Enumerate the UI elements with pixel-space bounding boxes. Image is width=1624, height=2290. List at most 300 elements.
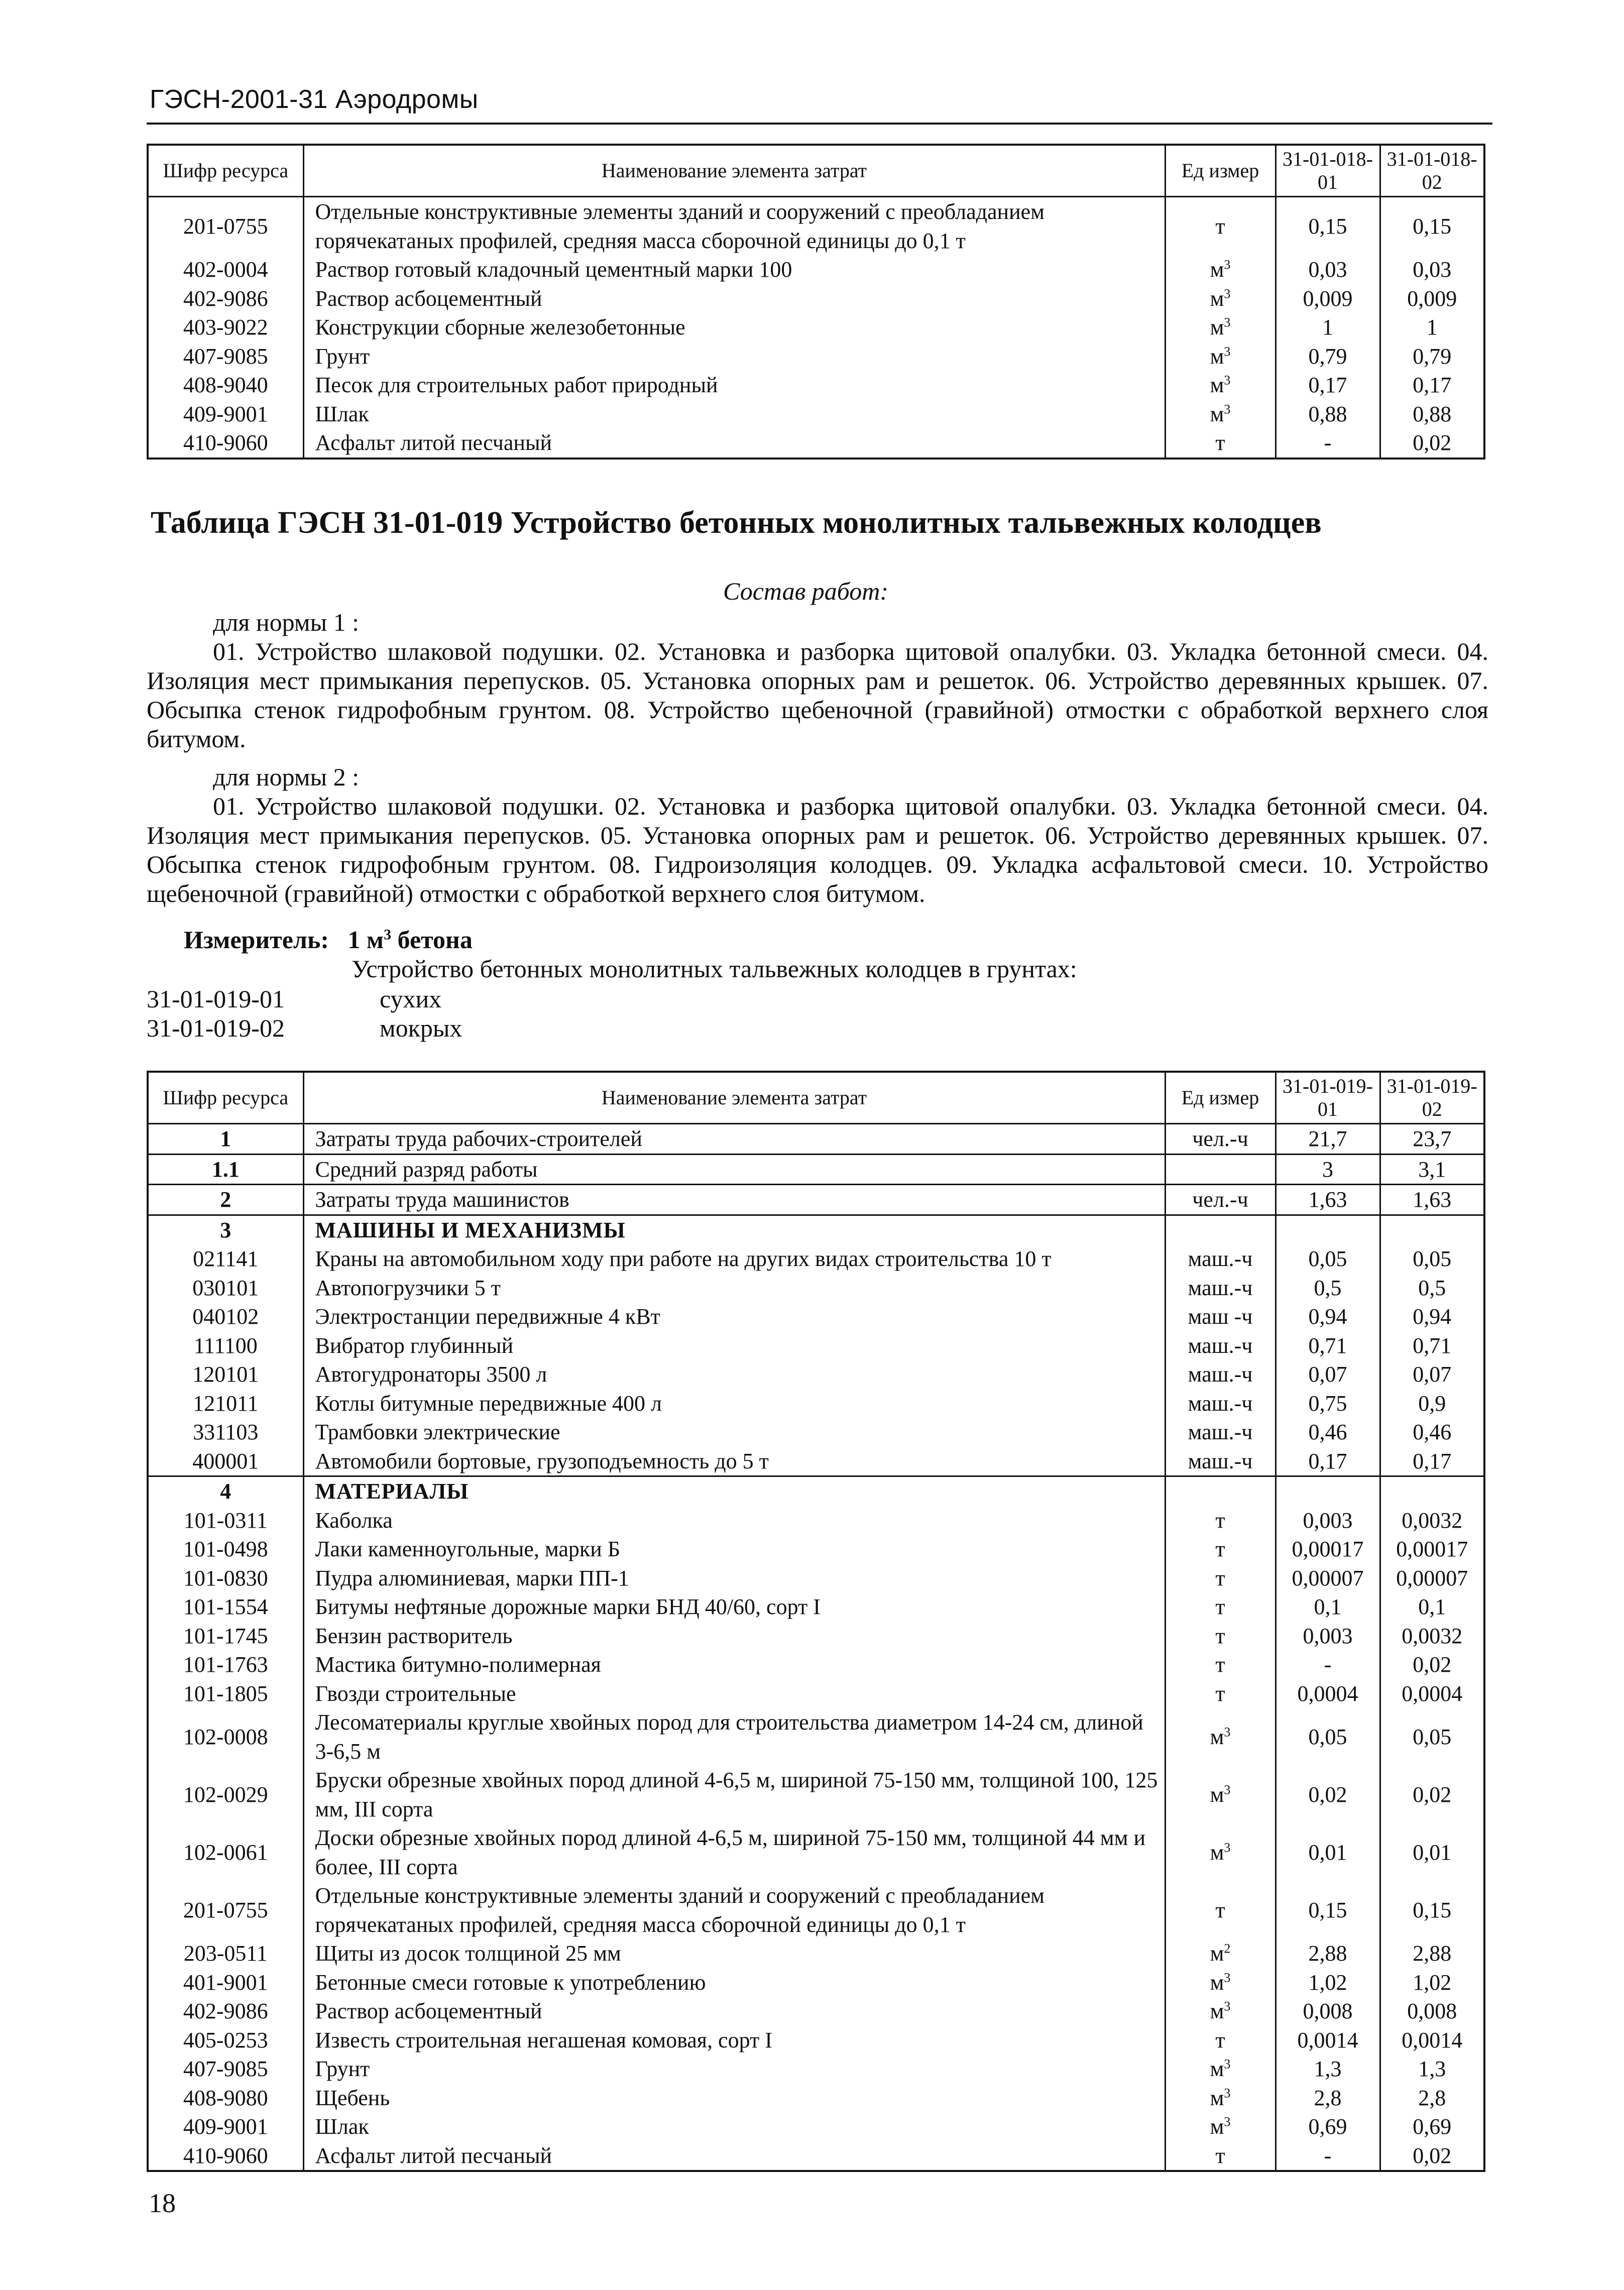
column-header-unit: Ед измер (1165, 145, 1275, 197)
table-row (148, 1154, 1484, 1185)
cell-name: Щебень (303, 2084, 1165, 2113)
cell-code: 402-0004 (148, 255, 303, 284)
unit-superscript: 3 (1224, 1725, 1231, 1740)
table-row (148, 1939, 1484, 1968)
cell-code: 1.1 (148, 1154, 303, 1185)
cell-value-norm-1: 1,02 (1275, 1968, 1380, 1997)
cell-unit: т (1165, 197, 1275, 256)
cell-unit: т (1165, 1881, 1275, 1939)
table-row (148, 1302, 1484, 1331)
table-row (148, 1244, 1484, 1274)
cell-unit: т (1165, 1622, 1275, 1651)
cell-value-norm-1: 0,88 (1275, 400, 1380, 429)
cell-value-norm-2: 0,9 (1418, 1391, 1446, 1416)
cell-value-norm-2: 0,00017 (1396, 1537, 1468, 1561)
unit-text: м (1210, 1999, 1224, 2023)
cell-unit: маш.-ч (1165, 1331, 1275, 1360)
table-row (148, 1331, 1484, 1360)
cell-value-norm-2: 2,88 (1413, 1941, 1452, 1966)
cell-unit (1165, 1708, 1275, 1766)
cell-code: 410-9060 (148, 428, 303, 459)
cell-name: Электростанции передвижные 4 кВт (303, 1302, 1165, 1331)
cell-name: Известь строительная негашеная комовая, сорт I (303, 2026, 1165, 2055)
table-row (148, 1389, 1484, 1418)
cell-name: Песок для строительных работ природный (303, 371, 1165, 400)
cell-unit (1165, 1968, 1275, 1997)
cell-code: 040102 (148, 1302, 303, 1331)
cell-unit (1165, 284, 1275, 313)
cell-unit (1165, 342, 1275, 371)
cell-code: 101-0830 (148, 1564, 303, 1593)
cell-name: Гвозди строительные (303, 1679, 1165, 1708)
cell-name: Щиты из досок толщиной 25 мм (303, 1939, 1165, 1968)
cell-unit (1165, 1476, 1275, 1506)
cell-value-norm-2: 0,00007 (1396, 1565, 1468, 1590)
column-header-code: Шифр ресурса (148, 1072, 303, 1124)
cell-unit: маш -ч (1165, 1302, 1275, 1331)
cell-name: Автогудронаторы 3500 л (303, 1360, 1165, 1389)
column-header-norm-1: 31-01-018-01 (1275, 145, 1380, 197)
cell-value-norm-1: 0,003 (1275, 1506, 1380, 1535)
cell-value-norm-2: 0,02 (1413, 1782, 1452, 1807)
unit-text: м (1210, 2085, 1224, 2110)
cell-code: 111100 (148, 1331, 303, 1360)
cell-unit: маш.-ч (1165, 1389, 1275, 1418)
table-row (148, 1679, 1484, 1708)
cell-code: 408-9080 (148, 2084, 303, 2113)
running-header: ГЭСН-2001-31 Аэродромы (150, 85, 479, 114)
cell-value-norm-2: 0,008 (1407, 1999, 1457, 2023)
cell-name: Автомобили бортовые, грузоподъемность до 5 т (303, 1447, 1165, 1476)
cell-unit: т (1165, 1564, 1275, 1593)
cell-value-norm-1: 0,0014 (1275, 2026, 1380, 2055)
unit-text: м (1210, 343, 1224, 369)
cell-value-norm-1: 0,46 (1275, 1418, 1380, 1447)
cell-code: 405-0253 (148, 2026, 303, 2055)
cell-name: Раствор асбоцементный (303, 284, 1165, 313)
cell-value-norm-1: 0,79 (1275, 342, 1380, 371)
cell-value-norm-2: 0,03 (1413, 257, 1452, 282)
cell-value-norm-1: 0,03 (1275, 255, 1380, 284)
unit-text: м (1210, 1840, 1224, 1865)
cell-code: 1 (148, 1124, 303, 1155)
cell-code: 4 (148, 1476, 303, 1506)
cell-code: 101-1805 (148, 1679, 303, 1708)
cell-name: Отдельные конструктивные элементы зданий и сооружений с преобладанием горячекатаных профилей, средняя масса сборочной единицы до 0,1 т (303, 197, 1165, 256)
table-row (148, 2112, 1484, 2141)
cell-name: Доски обрезные хвойных пород длиной 4-6,5 м, шириной 75-150 мм, толщиной 44 мм и более, III сорта (303, 1823, 1165, 1881)
cell-name: Бруски обрезные хвойных пород длиной 4-6,5 м, шириной 75-150 мм, толщиной 100, 125 мм, III сорта (303, 1766, 1165, 1823)
cell-code: 407-9085 (148, 342, 303, 371)
cell-code: 102-0008 (148, 1708, 303, 1766)
cell-value-norm-2: 0,05 (1413, 1246, 1452, 1271)
cell-unit: т (1165, 1506, 1275, 1535)
table-row (148, 1881, 1484, 1939)
unit-text: м (1210, 373, 1224, 397)
cell-unit (1165, 313, 1275, 342)
cell-value-norm-2: 0,02 (1413, 1652, 1452, 1677)
cell-unit: маш.-ч (1165, 1418, 1275, 1447)
table-row (148, 342, 1484, 371)
unit-superscript: 3 (1224, 1782, 1231, 1797)
unit-superscript: 3 (1224, 2056, 1231, 2072)
cell-value-norm-2: 0,71 (1413, 1333, 1452, 1358)
cell-code: 101-0311 (148, 1506, 303, 1535)
variant-code: 31-01-019-01 (147, 985, 285, 1013)
cell-code: 2 (148, 1185, 303, 1215)
cell-name: Бетонные смеси готовые к употреблению (303, 1968, 1165, 1997)
cell-value-norm-1: 1,63 (1275, 1185, 1380, 1215)
column-header-name: Наименование элемента затрат (303, 1072, 1165, 1124)
cell-name: Котлы битумные передвижные 400 л (303, 1389, 1165, 1418)
cell-name: Краны на автомобильном ходу при работе на других видах строительства 10 т (303, 1244, 1165, 1274)
cell-name: Трамбовки электрические (303, 1418, 1165, 1447)
cell-unit: маш.-ч (1165, 1447, 1275, 1476)
cell-value-norm-1: 0,02 (1275, 1766, 1380, 1823)
cell-unit: чел.-ч (1165, 1124, 1275, 1155)
table-row (148, 1447, 1484, 1476)
cell-value-norm-1 (1275, 1215, 1380, 1244)
cell-value-norm-1: 0,01 (1275, 1823, 1380, 1881)
cell-name: Затраты труда рабочих-строителей (303, 1124, 1165, 1155)
cell-value-norm-2: 0,01 (1413, 1840, 1452, 1865)
cell-value-norm-1: 2,88 (1275, 1939, 1380, 1968)
work-composition-title: Состав работ: (723, 577, 889, 605)
cell-name: Лаки каменноугольные, марки Б (303, 1535, 1165, 1564)
cell-value-norm-1: 0,17 (1275, 1447, 1380, 1476)
cell-code: 201-0755 (148, 1881, 303, 1939)
cell-value-norm-2: 0,0032 (1402, 1623, 1463, 1648)
table-row (148, 428, 1484, 459)
cell-code: 410-9060 (148, 2141, 303, 2171)
table-row (148, 1650, 1484, 1679)
cell-value-norm-1: - (1275, 428, 1380, 459)
unit-text: м (1210, 1782, 1224, 1807)
unit-superscript: 3 (1224, 315, 1231, 330)
unit-superscript: 3 (1224, 286, 1231, 301)
table-row (148, 1766, 1484, 1823)
norm-1-label: для нормы 1 : (213, 608, 360, 636)
unit-superscript: 3 (1224, 401, 1231, 416)
cell-unit: маш.-ч (1165, 1274, 1275, 1303)
table-row (148, 2141, 1484, 2171)
cell-unit: т (1165, 2026, 1275, 2055)
cell-value-norm-2: 0,0004 (1402, 1681, 1463, 1706)
cell-value-norm-1: 0,1 (1275, 1592, 1380, 1622)
table-row (148, 2026, 1484, 2055)
table-row (148, 1708, 1484, 1766)
table-row (148, 371, 1484, 400)
cell-unit: чел.-ч (1165, 1185, 1275, 1215)
cell-name: Пудра алюминиевая, марки ПП-1 (303, 1564, 1165, 1593)
column-header-name: Наименование элемента затрат (303, 145, 1165, 197)
table-row (148, 197, 1484, 256)
cell-unit (1165, 1766, 1275, 1823)
cell-name: Отдельные конструктивные элементы зданий и сооружений с преобладанием горячекатаных профилей, средняя масса сборочной единицы до 0,1 т (303, 1881, 1165, 1939)
table-row (148, 1274, 1484, 1303)
cell-unit (1165, 1154, 1275, 1185)
unit-text: м (1210, 286, 1224, 311)
cell-name: Средний разряд работы (303, 1154, 1165, 1185)
cell-name: Мастика битумно-полимерная (303, 1650, 1165, 1679)
cell-code: 401-9001 (148, 1968, 303, 1997)
table-row (148, 1622, 1484, 1651)
cell-value-norm-2: 0,88 (1413, 401, 1452, 426)
cell-value-norm-1: - (1275, 1650, 1380, 1679)
device-caption: Устройство бетонных монолитных тальвежных колодцев в грунтах: (352, 955, 1077, 983)
cell-name: Асфальт литой песчаный (303, 2141, 1165, 2171)
cell-value-norm-2: 0,15 (1413, 213, 1452, 239)
cell-value-norm-2: 1,02 (1413, 1970, 1452, 1995)
cell-unit (1165, 2084, 1275, 2113)
cell-name: Шлак (303, 2112, 1165, 2141)
cell-value-norm-1: 0,008 (1275, 1997, 1380, 2026)
cell-code: 101-1763 (148, 1650, 303, 1679)
cell-code: 101-1745 (148, 1622, 303, 1651)
cell-value-norm-2: 0,07 (1413, 1362, 1452, 1387)
cell-name: Грунт (303, 342, 1165, 371)
norm-2-label: для нормы 2 : (213, 763, 360, 791)
table-row (148, 1124, 1484, 1155)
table-row (148, 1215, 1484, 1244)
cell-value-norm-2: 0,0032 (1402, 1508, 1463, 1533)
cell-code: 400001 (148, 1447, 303, 1476)
table-row (148, 255, 1484, 284)
unit-superscript: 3 (1224, 257, 1231, 272)
resource-table-019 (147, 1071, 1485, 2172)
table-row (148, 1418, 1484, 1447)
cell-code: 101-0498 (148, 1535, 303, 1564)
cell-name: МАШИНЫ И МЕХАНИЗМЫ (303, 1215, 1165, 1244)
cell-value-norm-1 (1275, 1476, 1380, 1506)
table-row (148, 1535, 1484, 1564)
cell-value-norm-1: 2,8 (1275, 2084, 1380, 2113)
cell-value-norm-1: - (1275, 2141, 1380, 2171)
unit-superscript: 2 (1224, 1941, 1231, 1956)
cell-value-norm-1: 1 (1275, 313, 1380, 342)
cell-code: 121011 (148, 1389, 303, 1418)
unit-superscript: 3 (1224, 373, 1231, 388)
cell-unit (1165, 371, 1275, 400)
cell-value-norm-1: 0,07 (1275, 1360, 1380, 1389)
cell-value-norm-2: 0,17 (1413, 1448, 1452, 1473)
cell-name: Раствор асбоцементный (303, 1997, 1165, 2026)
cell-value-norm-2: 0,17 (1413, 373, 1452, 397)
cell-code: 201-0755 (148, 197, 303, 256)
cell-value-norm-2: 0,5 (1418, 1275, 1446, 1300)
unit-text: м (1210, 1970, 1224, 1995)
cell-value-norm-2 (1380, 1215, 1484, 1244)
cell-name: Автопогрузчики 5 т (303, 1274, 1165, 1303)
cell-value-norm-1: 1,3 (1275, 2054, 1380, 2084)
header-rule (147, 123, 1492, 125)
cell-name: Шлак (303, 400, 1165, 429)
cell-value-norm-1: 3 (1275, 1154, 1380, 1185)
cell-unit: т (1165, 1592, 1275, 1622)
table-row (148, 2084, 1484, 2113)
cell-value-norm-2: 1,63 (1380, 1185, 1484, 1215)
table-row (148, 400, 1484, 429)
column-header-code: Шифр ресурса (148, 145, 303, 197)
cell-value-norm-2: 1,3 (1418, 2056, 1446, 2081)
cell-unit: т (1165, 1679, 1275, 1708)
cell-value-norm-2: 23,7 (1413, 1126, 1452, 1151)
cell-value-norm-1: 21,7 (1275, 1124, 1380, 1155)
cell-name: Лесоматериалы круглые хвойных пород для строительства диаметром 14-24 см, длиной 3-6,5 м (303, 1708, 1165, 1766)
cell-unit (1165, 255, 1275, 284)
table-row (148, 1592, 1484, 1622)
table-row (148, 1360, 1484, 1389)
cell-value-norm-1: 0,5 (1275, 1274, 1380, 1303)
measurer-value: 1 м (347, 926, 384, 954)
unit-text: м (1210, 2056, 1224, 2081)
cell-value-norm-2: 0,05 (1413, 1724, 1452, 1749)
cell-value-norm-1: 0,75 (1275, 1389, 1380, 1418)
cell-value-norm-2: 0,02 (1413, 430, 1452, 455)
cell-value-norm-1: 0,003 (1275, 1622, 1380, 1651)
column-header-norm-1: 31-01-019-01 (1275, 1072, 1380, 1124)
unit-superscript: 3 (1224, 1970, 1231, 1985)
cell-value-norm-2: 0,94 (1413, 1304, 1452, 1329)
table-row (148, 1506, 1484, 1535)
table-body (148, 197, 1484, 459)
cell-code: 409-9001 (148, 400, 303, 429)
cell-code: 203-0511 (148, 1939, 303, 1968)
cell-code: 331103 (148, 1418, 303, 1447)
cell-value-norm-2: 3,1 (1380, 1154, 1484, 1185)
cell-code: 407-9085 (148, 2054, 303, 2084)
table-row (148, 284, 1484, 313)
unit-text: м (1210, 1724, 1224, 1749)
unit-text: м (1210, 2114, 1224, 2139)
cell-value-norm-1: 0,009 (1275, 284, 1380, 313)
table-row (148, 2054, 1484, 2084)
unit-text: м (1210, 257, 1224, 282)
cell-name: Раствор готовый кладочный цементный марки 100 (303, 255, 1165, 284)
cell-unit (1165, 1215, 1275, 1244)
cell-value-norm-1: 0,15 (1275, 1881, 1380, 1939)
cell-unit: маш.-ч (1165, 1360, 1275, 1389)
measurer-superscript: 3 (384, 926, 392, 943)
cell-code: 101-1554 (148, 1592, 303, 1622)
unit-superscript: 3 (1224, 343, 1231, 359)
cell-code: 402-9086 (148, 284, 303, 313)
table-row (148, 1823, 1484, 1881)
table-row (148, 1185, 1484, 1215)
cell-unit: маш.-ч (1165, 1244, 1275, 1274)
cell-value-norm-1: 0,17 (1275, 371, 1380, 400)
cell-code: 030101 (148, 1274, 303, 1303)
cell-value-norm-2: 1 (1426, 315, 1438, 339)
table-row (148, 1476, 1484, 1506)
cell-code: 409-9001 (148, 2112, 303, 2141)
cell-value-norm-2: 0,02 (1413, 2143, 1452, 2168)
cell-name: Каболка (303, 1506, 1165, 1535)
cell-value-norm-2: 0,15 (1413, 1897, 1452, 1922)
cell-unit: т (1165, 428, 1275, 459)
cell-value-norm-2: 0,69 (1413, 2114, 1452, 2139)
cell-unit: т (1165, 2141, 1275, 2171)
cell-name: Конструкции сборные железобетонные (303, 313, 1165, 342)
resource-table-018 (147, 144, 1485, 460)
cell-value-norm-2: 0,79 (1413, 343, 1452, 369)
cell-unit (1165, 2112, 1275, 2141)
cell-code: 102-0061 (148, 1823, 303, 1881)
cell-code: 102-0029 (148, 1766, 303, 1823)
cell-value-norm-1: 0,15 (1275, 197, 1380, 256)
unit-text: м (1210, 315, 1224, 339)
cell-unit: т (1165, 1650, 1275, 1679)
unit-superscript: 3 (1224, 2085, 1231, 2100)
page-number: 18 (149, 2188, 176, 2218)
column-header-norm-2: 31-01-018-02 (1380, 145, 1484, 197)
table-row (148, 1997, 1484, 2026)
table-row (148, 313, 1484, 342)
cell-code: 3 (148, 1215, 303, 1244)
column-header-unit: Ед измер (1165, 1072, 1275, 1124)
variant-label: сухих (380, 985, 442, 1013)
cell-unit (1165, 400, 1275, 429)
cell-value-norm-2: 0,0014 (1402, 2027, 1463, 2052)
cell-name: Битумы нефтяные дорожные марки БНД 40/60, сорт I (303, 1592, 1165, 1622)
norm-1-operations: 01. Устройство шлаковой подушки. 02. Установка и разборка щитовой опалубки. 03. Укладка бетонной смеси. 04. Изоляция мест примыкания перепусков. 05. Установка опорных рам и решеток. 06. Устройство деревянных крышек. 07. Обсыпка стенок гидрофобным грунтом. 08. Устройство щебеночной (гравийной) отмостки с обработкой верхнего слоя битумом. (147, 637, 1488, 753)
column-header-norm-2: 31-01-019-02 (1380, 1072, 1484, 1124)
table-row (148, 1564, 1484, 1593)
variant-label: мокрых (380, 1014, 462, 1042)
cell-name: Затраты труда машинистов (303, 1185, 1165, 1215)
cell-unit (1165, 1939, 1275, 1968)
cell-code: 402-9086 (148, 1997, 303, 2026)
unit-text: м (1210, 1941, 1224, 1966)
cell-name: МАТЕРИАЛЫ (303, 1476, 1165, 1506)
cell-value-norm-1: 0,00017 (1275, 1535, 1380, 1564)
cell-code: 403-9022 (148, 313, 303, 342)
table-body (148, 1124, 1484, 2171)
cell-value-norm-1: 0,71 (1275, 1331, 1380, 1360)
cell-value-norm-1: 0,05 (1275, 1708, 1380, 1766)
cell-code: 021141 (148, 1244, 303, 1274)
variant-code: 31-01-019-02 (147, 1014, 285, 1042)
cell-name: Бензин растворитель (303, 1622, 1165, 1651)
cell-unit: т (1165, 1535, 1275, 1564)
cell-value-norm-2: 0,009 (1407, 286, 1457, 311)
measurer-unit: бетона (397, 926, 473, 954)
cell-name: Грунт (303, 2054, 1165, 2084)
unit-superscript: 3 (1224, 2114, 1231, 2129)
cell-code: 120101 (148, 1360, 303, 1389)
cell-name: Асфальт литой песчаный (303, 428, 1165, 459)
cell-unit (1165, 1823, 1275, 1881)
cell-value-norm-2: 0,1 (1418, 1594, 1446, 1619)
cell-value-norm-1: 0,05 (1275, 1244, 1380, 1274)
cell-value-norm-1: 0,69 (1275, 2112, 1380, 2141)
measurer-line (184, 925, 473, 954)
cell-unit (1165, 2054, 1275, 2084)
cell-value-norm-2: 0,46 (1413, 1420, 1452, 1444)
cell-name: Вибратор глубинный (303, 1331, 1165, 1360)
table-row (148, 1968, 1484, 1997)
cell-value-norm-2: 2,8 (1418, 2085, 1446, 2110)
cell-value-norm-1: 0,00007 (1275, 1564, 1380, 1593)
norm-2-operations: 01. Устройство шлаковой подушки. 02. Установка и разборка щитовой опалубки. 03. Укладка бетонной смеси. 04. Изоляция мест примыкания перепусков. 05. Установка опорных рам и решеток. 06. Устройство деревянных крышек. 07. Обсыпка стенок гидрофобным грунтом. 08. Гидроизоляция колодцев. 09. Укладка асфальтовой смеси. 10. Устройство щебеночной (гравийной) отмостки с обработкой верхнего слоя битумом. (147, 792, 1488, 907)
table-title: Таблица ГЭСН 31-01-019 Устройство бетонных монолитных тальвежных колодцев (151, 506, 1322, 540)
cell-value-norm-1: 0,94 (1275, 1302, 1380, 1331)
cell-value-norm-2 (1380, 1476, 1484, 1506)
unit-text: м (1210, 401, 1224, 426)
unit-superscript: 3 (1224, 1840, 1231, 1855)
cell-value-norm-1: 0,0004 (1275, 1679, 1380, 1708)
measurer-label: Измеритель: (184, 926, 329, 954)
